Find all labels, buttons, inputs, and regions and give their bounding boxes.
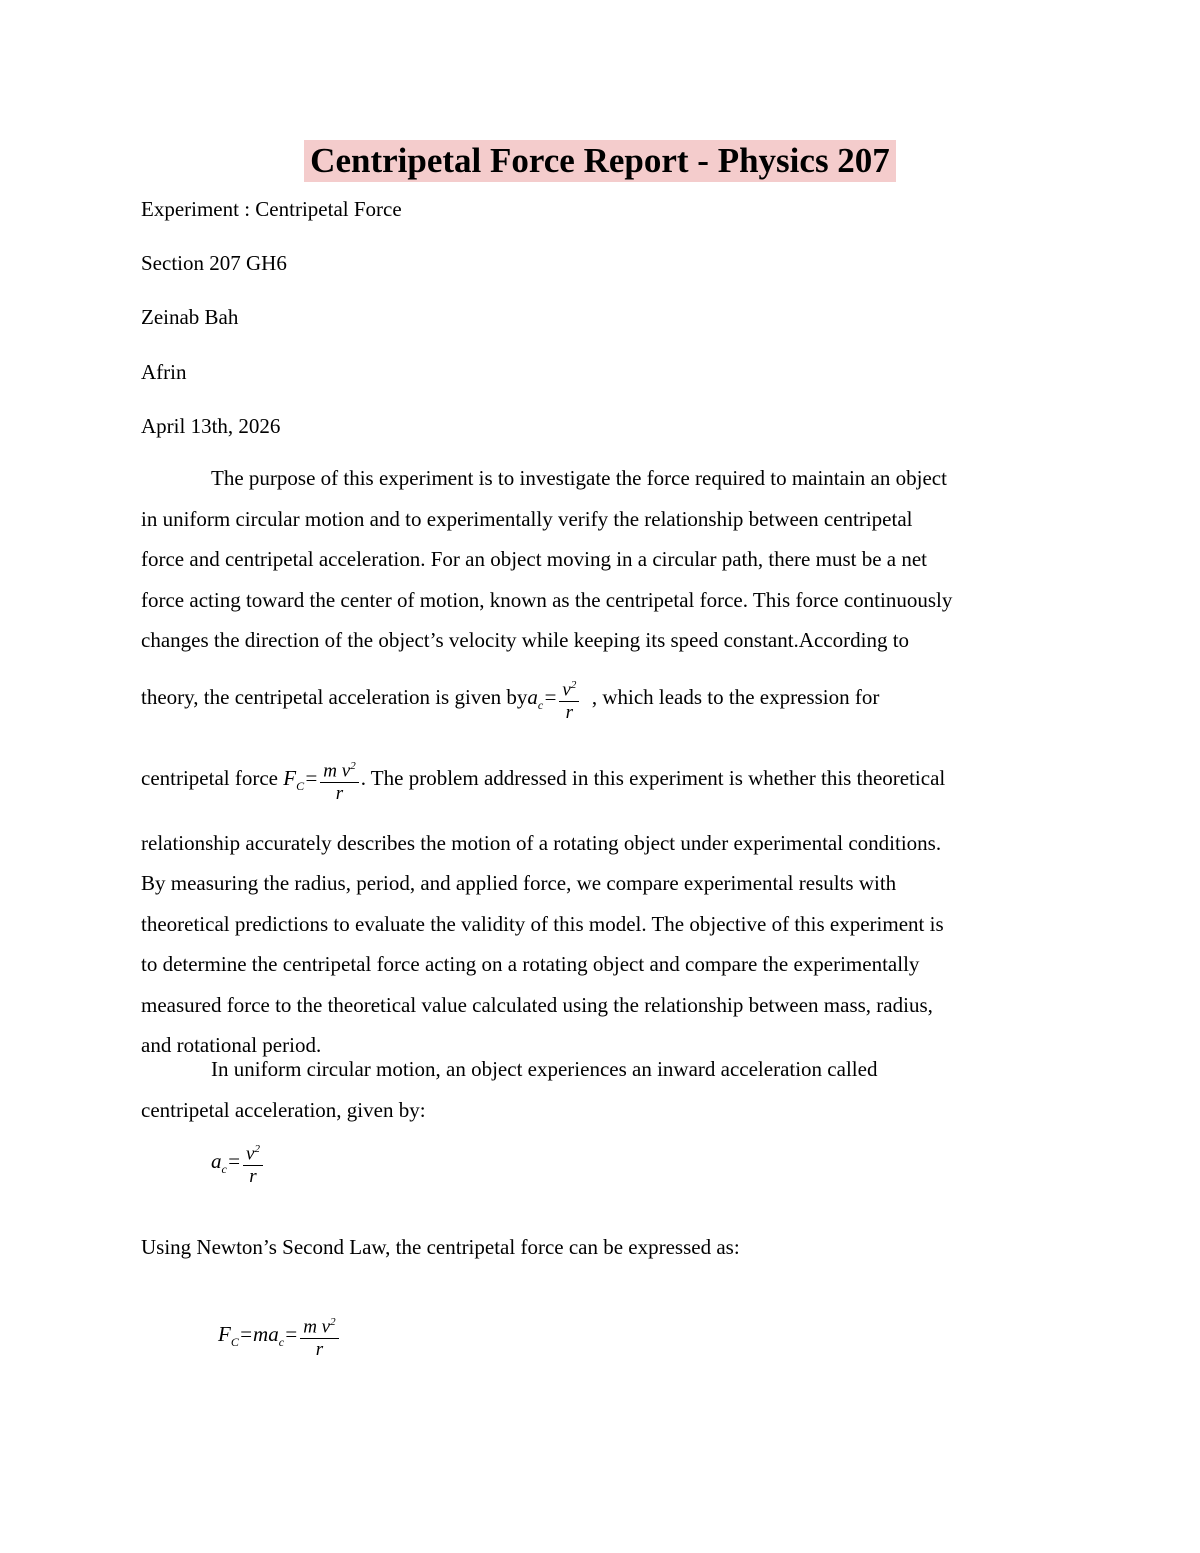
- text-line: By measuring the radius, period, and applied force, we compare experimental results with: [141, 871, 897, 896]
- date-line: April 13th, 2026: [141, 414, 281, 438]
- text-fragment: . The problem addressed in this experiment is whether this theoretical: [360, 765, 946, 790]
- symbol-m: m: [323, 760, 337, 782]
- force-equation: [218, 1311, 341, 1361]
- symbol-v: v: [321, 1316, 331, 1338]
- subscript-C: C: [230, 1335, 239, 1350]
- subscript-c: c: [278, 1335, 285, 1350]
- symbol-a: a: [211, 1148, 222, 1173]
- symbol-v: v: [562, 678, 571, 700]
- paragraph-purpose: [141, 458, 1071, 1066]
- section-line: Section 207 GH6: [141, 251, 287, 275]
- subscript-c: c: [221, 1162, 227, 1177]
- text-fragment: theory, the centripetal acceleration is given by: [141, 684, 528, 709]
- text-line: measured force to the theoretical value calculated using the relationship between mass, radius,: [141, 992, 933, 1017]
- symbol-r: r: [249, 1166, 257, 1188]
- equals-sign: =: [543, 684, 558, 709]
- force-inline-equation: [283, 765, 319, 793]
- text-line: relationship accurately describes the motion of a rotating object under experimental conditions.: [141, 830, 942, 855]
- partner-line: Afrin: [141, 360, 187, 384]
- symbol-m: m: [303, 1316, 317, 1338]
- experiment-line: Experiment : Centripetal Force: [141, 197, 402, 221]
- symbol-v: v: [341, 760, 351, 782]
- equals-sign: =: [304, 765, 319, 790]
- text-line: and rotational period.: [141, 1033, 322, 1058]
- exponent-2: 2: [350, 759, 356, 772]
- newton-law-line: Using Newton’s Second Law, the centripetal force can be expressed as:: [141, 1235, 740, 1259]
- text-line-with-equation: [141, 661, 1071, 741]
- symbol-r: r: [565, 701, 574, 723]
- text-fragment: centripetal force: [141, 765, 278, 790]
- symbol-m: m: [253, 1321, 269, 1346]
- symbol-F: F: [218, 1321, 231, 1346]
- text-line: to determine the centripetal force acting on a rotating object and compare the experimentally: [141, 952, 920, 977]
- subscript-C: C: [296, 778, 305, 793]
- fraction-mv2-over-r: [320, 755, 358, 805]
- symbol-a: a: [268, 1321, 279, 1346]
- symbol-r: r: [315, 1339, 324, 1361]
- text-fragment: , which leads to the expression for: [591, 684, 880, 709]
- text-line: The purpose of this experiment is to investigate the force required to maintain an object: [211, 466, 947, 490]
- text-line: force and centripetal acceleration. For an object moving in a circular path, there must be a net: [141, 547, 927, 571]
- title-wrapper: [0, 140, 1200, 182]
- exponent-2: 2: [254, 1143, 260, 1155]
- exponent-2: 2: [570, 678, 577, 691]
- subscript-c: c: [537, 697, 544, 712]
- equals-sign: =: [284, 1321, 299, 1346]
- page-title: Centripetal Force Report - Physics 207: [304, 140, 896, 182]
- equation-lhs: [211, 1148, 241, 1177]
- text-line: theoretical predictions to evaluate the validity of this model. The objective of this experiment is: [141, 911, 944, 936]
- fraction-v2-over-r: [559, 674, 579, 724]
- fraction-mv2-over-r: [300, 1311, 338, 1361]
- symbol-F: F: [283, 765, 297, 790]
- text-line: changes the direction of the object’s velocity while keeping its speed constant.According to: [141, 628, 910, 652]
- equals-sign: =: [226, 1148, 241, 1173]
- equals-sign: =: [238, 1321, 254, 1346]
- exponent-2: 2: [330, 1316, 336, 1328]
- symbol-r: r: [335, 783, 344, 805]
- symbol-a: a: [527, 684, 538, 709]
- acceleration-equation: [211, 1138, 265, 1188]
- text-line: In uniform circular motion, an object experiences an inward acceleration called: [211, 1057, 878, 1081]
- text-line-with-equation: [141, 741, 1071, 823]
- paragraph-acceleration: [141, 1049, 1071, 1130]
- equation-lhs: [218, 1321, 299, 1350]
- text-line: centripetal acceleration, given by:: [141, 1097, 426, 1122]
- fraction-v2-over-r: [243, 1138, 263, 1188]
- text-line: force acting toward the center of motion, known as the centripetal force. This force continuously: [141, 587, 953, 612]
- acceleration-inline-equation: [527, 684, 558, 712]
- text-line: in uniform circular motion and to experimentally verify the relationship between centripetal: [141, 506, 913, 531]
- symbol-v: v: [246, 1143, 255, 1165]
- author-line: Zeinab Bah: [141, 305, 239, 329]
